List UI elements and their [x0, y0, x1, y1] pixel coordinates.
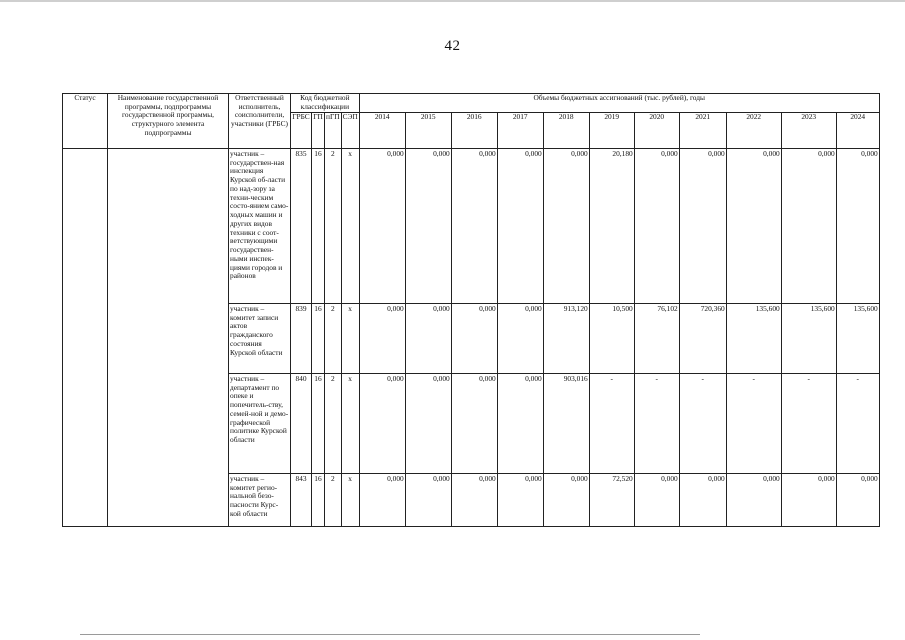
value-cell: 0,000 [543, 474, 589, 527]
value-cell: 20,180 [589, 149, 634, 304]
value-cell: 0,000 [451, 474, 497, 527]
header-year: 2023 [781, 113, 836, 149]
value-cell: - [836, 374, 879, 474]
value-cell: 0,000 [359, 149, 405, 304]
value-cell: 0,000 [679, 474, 726, 527]
code-sep-cell: х [341, 474, 359, 527]
value-cell: 0,000 [726, 149, 781, 304]
code-gp-cell: 16 [312, 474, 325, 527]
executor-cell: участник – комитет регио-нальной безо-пасности Курс-кой области [229, 474, 291, 527]
scan-edge-top [0, 0, 905, 2]
header-volume-group: Объемы бюджетных ассигнований (тыс. рублей), годы [359, 94, 879, 113]
value-cell: 72,520 [589, 474, 634, 527]
header-year: 2016 [451, 113, 497, 149]
header-year: 2014 [359, 113, 405, 149]
value-cell: 0,000 [836, 149, 879, 304]
value-cell: 903,016 [543, 374, 589, 474]
page-number: 42 [444, 38, 461, 54]
value-cell: - [589, 374, 634, 474]
value-cell: 0,000 [405, 149, 451, 304]
header-year: 2020 [634, 113, 679, 149]
value-cell: 0,000 [679, 149, 726, 304]
value-cell: 0,000 [359, 374, 405, 474]
value-cell: 0,000 [781, 474, 836, 527]
header-year: 2018 [543, 113, 589, 149]
value-cell: 0,000 [359, 474, 405, 527]
value-cell: 0,000 [726, 474, 781, 527]
code-grbs-cell: 835 [291, 149, 312, 304]
code-gp-cell: 16 [312, 149, 325, 304]
value-cell: 0,000 [634, 474, 679, 527]
value-cell: 0,000 [497, 149, 543, 304]
budget-table [62, 93, 880, 527]
value-cell: - [781, 374, 836, 474]
code-sep-cell: х [341, 304, 359, 374]
value-cell: 0,000 [405, 304, 451, 374]
header-year: 2019 [589, 113, 634, 149]
code-gp-cell: 16 [312, 374, 325, 474]
code-pgp-cell: 2 [325, 304, 342, 374]
header-code-sep: СЭП [341, 113, 359, 149]
value-cell: 10,500 [589, 304, 634, 374]
value-cell: 0,000 [543, 149, 589, 304]
value-cell: 0,000 [359, 304, 405, 374]
code-pgp-cell: 2 [325, 474, 342, 527]
value-cell: 0,000 [781, 149, 836, 304]
value-cell: 0,000 [836, 474, 879, 527]
value-cell: 0,000 [497, 374, 543, 474]
value-cell: 913,120 [543, 304, 589, 374]
value-cell: 0,000 [451, 374, 497, 474]
executor-cell: участник – департамент по опеке и попечитель-ству, семей-ной и демо-графической политике Курской области [229, 374, 291, 474]
executor-cell: участник – комитет записи актов гражданского состояния Курской области [229, 304, 291, 374]
code-sep-cell: х [341, 374, 359, 474]
value-cell: 135,600 [781, 304, 836, 374]
status-cell [63, 149, 108, 527]
value-cell: 0,000 [405, 374, 451, 474]
code-pgp-cell: 2 [325, 374, 342, 474]
value-cell: 0,000 [451, 304, 497, 374]
header-code-gp: ГП [312, 113, 325, 149]
value-cell: - [726, 374, 781, 474]
value-cell: - [679, 374, 726, 474]
value-cell: 0,000 [451, 149, 497, 304]
header-code-grbs: ГРБС [291, 113, 312, 149]
value-cell: 720,360 [679, 304, 726, 374]
code-gp-cell: 16 [312, 304, 325, 374]
header-code-pgp: пГП [325, 113, 342, 149]
name-cell [108, 149, 229, 527]
code-grbs-cell: 839 [291, 304, 312, 374]
table-row [63, 149, 880, 304]
header-year: 2024 [836, 113, 879, 149]
header-status: Статус [63, 94, 108, 149]
header-row-top [63, 94, 880, 113]
value-cell: 135,600 [836, 304, 879, 374]
value-cell: 135,600 [726, 304, 781, 374]
value-cell: 0,000 [405, 474, 451, 527]
header-code-group: Код бюджетной классификации [291, 94, 360, 113]
code-sep-cell: х [341, 149, 359, 304]
header-year: 2022 [726, 113, 781, 149]
code-pgp-cell: 2 [325, 149, 342, 304]
header-name: Наименование государственной программы, подпрограммы государственной программы, структурного элемента подпрограммы [108, 94, 229, 149]
scan-edge-bottom [80, 634, 700, 635]
value-cell: 76,102 [634, 304, 679, 374]
header-year: 2015 [405, 113, 451, 149]
value-cell: 0,000 [634, 149, 679, 304]
header-year: 2017 [497, 113, 543, 149]
code-grbs-cell: 843 [291, 474, 312, 527]
value-cell: 0,000 [497, 304, 543, 374]
header-executor: Ответственный исполнитель, соисполнители, участники (ГРБС) [229, 94, 291, 149]
code-grbs-cell: 840 [291, 374, 312, 474]
executor-cell: участник – государствен-ная инспекция Курской об-ласти по над-зору за техни-ческим состо-янием само-ходных машин и других видов техники с соот-ветствующими государствен-ными инспек-циями городов и районов [229, 149, 291, 304]
value-cell: 0,000 [497, 474, 543, 527]
value-cell: - [634, 374, 679, 474]
header-year: 2021 [679, 113, 726, 149]
